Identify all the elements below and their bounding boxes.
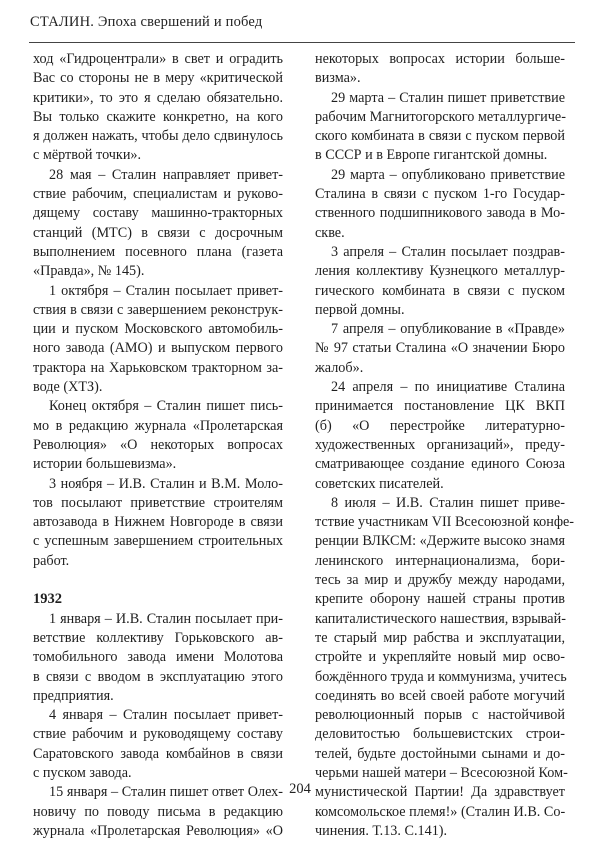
text-line: журнала «Пролетарская Революция» «О bbox=[33, 822, 283, 839]
running-title: СТАЛИН. Эпоха свершений и побед bbox=[30, 14, 263, 30]
text-line: дящему составу машинно-тракторных bbox=[33, 205, 283, 222]
text-line: крепите оборону нашей страны против bbox=[315, 591, 565, 608]
text-line: 24 апреля – по инициативе Сталина bbox=[331, 379, 565, 396]
page-number: 204 bbox=[289, 781, 311, 797]
text-line: мо в редакцию журнала «Пролетарская bbox=[33, 417, 283, 434]
text-line: деловитостью большевистских строи- bbox=[315, 726, 565, 743]
text-line: я должен нажать, чтобы дело сдвинулось bbox=[33, 128, 283, 145]
text-line: трактора на Харьковском тракторном за- bbox=[33, 359, 283, 376]
text-line: некоторых вопросах истории больше- bbox=[315, 51, 565, 67]
text-line: ветствие коллективу Горьковского ав- bbox=[33, 629, 283, 646]
text-line: выполнением посевного плана (газета bbox=[33, 243, 283, 260]
text-line: ствия в связи с завершением реконструк- bbox=[33, 301, 283, 318]
text-line: новичу по поводу письма в редакцию bbox=[33, 803, 283, 820]
header-rule bbox=[29, 42, 575, 43]
text-line: визма». bbox=[315, 70, 361, 87]
text-line: тесь за мир и дружбу между народами, bbox=[315, 572, 565, 589]
text-line: ного завода (АМО) и выпуском первого bbox=[33, 340, 283, 357]
text-line: воде (ХТЗ). bbox=[33, 379, 103, 396]
text-line: Вы только скажите конкретно, на кого bbox=[33, 108, 283, 125]
text-line: Вас со стороны не в меру «критической bbox=[33, 70, 283, 87]
text-line: станций (МТС) в связи с досрочным bbox=[33, 224, 283, 241]
text-line: томобильного завода имени Молотова bbox=[33, 649, 283, 666]
text-line: жалоб». bbox=[315, 359, 364, 376]
text-line: с успешным завершением строительных bbox=[33, 533, 283, 550]
text-line: (б) «О перестройке литературно- bbox=[315, 417, 565, 434]
text-line: ренции ВЛКСМ: «Держите высоко знамя bbox=[315, 533, 565, 550]
text-line: 29 марта – Сталин пишет приветствие bbox=[331, 89, 565, 106]
text-line: черьми нашей матери – Всесоюзной Ком- bbox=[315, 764, 568, 781]
text-line: комсомольское племя!» (Сталин И.В. Со- bbox=[315, 803, 566, 820]
text-line: № 97 статьи Сталина «О значении Бюро bbox=[315, 340, 565, 357]
text-line: 15 января – Сталин пишет ответ Олех- bbox=[49, 784, 283, 801]
text-line: Саратовского завода комбайнов в связи bbox=[33, 745, 283, 762]
text-line: 8 июля – И.В. Сталин пишет приве- bbox=[331, 494, 565, 511]
left-column bbox=[33, 50, 283, 841]
text-line: ленинского интернационализма, бори- bbox=[315, 552, 565, 569]
text-line: ход «Гидроцентрали» в свет и оградить bbox=[33, 51, 283, 67]
text-line: в связи с вводом в эксплуатацию этого bbox=[33, 668, 283, 685]
text-line: с пуском завода. bbox=[33, 764, 132, 781]
text-line: Конец октября – Сталин пишет пись- bbox=[49, 398, 283, 415]
text-line: ствие рабочим и руководящему составу bbox=[33, 726, 283, 743]
text-line: принимается постановление ЦК ВКП bbox=[315, 398, 565, 415]
text-line: критики», то это я сделаю обязательно. bbox=[33, 89, 283, 106]
text-line: первой домны. bbox=[315, 301, 405, 318]
text-line: чинения. Т.13. С.141). bbox=[315, 822, 448, 839]
text-line: стройте и укрепляйте новый мир осво- bbox=[315, 649, 565, 666]
text-line: тов посылают приветствие строителям bbox=[33, 494, 283, 511]
text-line: 3 апреля – Сталин посылает поздрав- bbox=[331, 243, 565, 260]
right-column bbox=[315, 50, 575, 841]
text-line: бождённого труда и коммунизма, учитесь bbox=[315, 668, 567, 685]
text-line: Сталина в связи с пуском 1-го Государ- bbox=[315, 186, 565, 203]
text-line: 1 января – И.В. Сталин посылает при- bbox=[49, 610, 283, 627]
text-line: советских писателей. bbox=[315, 475, 444, 492]
text-line: ления коллективу Кузнецкого металлур- bbox=[315, 263, 565, 280]
text-line: телей, будьте достойными сынами и до- bbox=[315, 745, 565, 762]
text-line: те старый мир рабства и эксплуатации, bbox=[315, 629, 565, 646]
text-line: ственного подшипникового завода в Мо- bbox=[315, 205, 565, 222]
year-heading: 1932 bbox=[33, 591, 62, 608]
text-line: в СССР и в Европе гигантской домны. bbox=[315, 147, 548, 164]
text-line: 28 мая – Сталин направляет привет- bbox=[49, 166, 283, 183]
text-line: с мёртвой точки». bbox=[33, 147, 142, 164]
text-line: Революция» «О некоторых вопросах bbox=[33, 436, 283, 453]
text-line: предприятия. bbox=[33, 687, 114, 704]
text-line: «Правда», № 145). bbox=[33, 263, 145, 280]
text-line: 7 апреля – опубликование в «Правде» bbox=[331, 321, 565, 338]
text-line: мунистической Партии! Да здравствует bbox=[315, 784, 565, 801]
text-line: автозавода в Нижнем Новгороде в связи bbox=[33, 514, 283, 531]
text-line: тствие участникам VII Всесоюзной конфе- bbox=[315, 514, 575, 531]
text-line: рабочим Магнитогорского металлургиче- bbox=[315, 108, 566, 125]
text-line: гического комбината в связи с пуском bbox=[315, 282, 565, 299]
text-line: ского комбината в связи с пуском первой bbox=[315, 128, 565, 145]
text-line: 3 ноября – И.В. Сталин и В.М. Моло- bbox=[49, 475, 283, 492]
text-line: 4 января – Сталин посылает привет- bbox=[49, 707, 283, 724]
text-line: художественных организаций», преду- bbox=[315, 436, 565, 453]
blank-line bbox=[33, 571, 283, 590]
text-line: 1 октября – Сталин посылает привет- bbox=[49, 282, 283, 299]
text-line: сматривающее создание единого Союза bbox=[315, 456, 565, 473]
text-line: соединять во всей своей работе могучий bbox=[315, 687, 565, 704]
text-line: 29 марта – опубликовано приветствие bbox=[331, 166, 565, 183]
text-line: скве. bbox=[315, 224, 345, 241]
text-line: ции и пуском Московского автомобиль- bbox=[33, 321, 283, 338]
text-line: капиталистического нашествия, взрывай- bbox=[315, 610, 566, 627]
text-line: революционный порыв с настойчивой bbox=[315, 707, 565, 724]
text-line: ствие рабочим, специалистам и руково- bbox=[33, 186, 283, 203]
text-line: работ. bbox=[33, 552, 70, 569]
text-line: истории большевизма». bbox=[33, 456, 177, 473]
